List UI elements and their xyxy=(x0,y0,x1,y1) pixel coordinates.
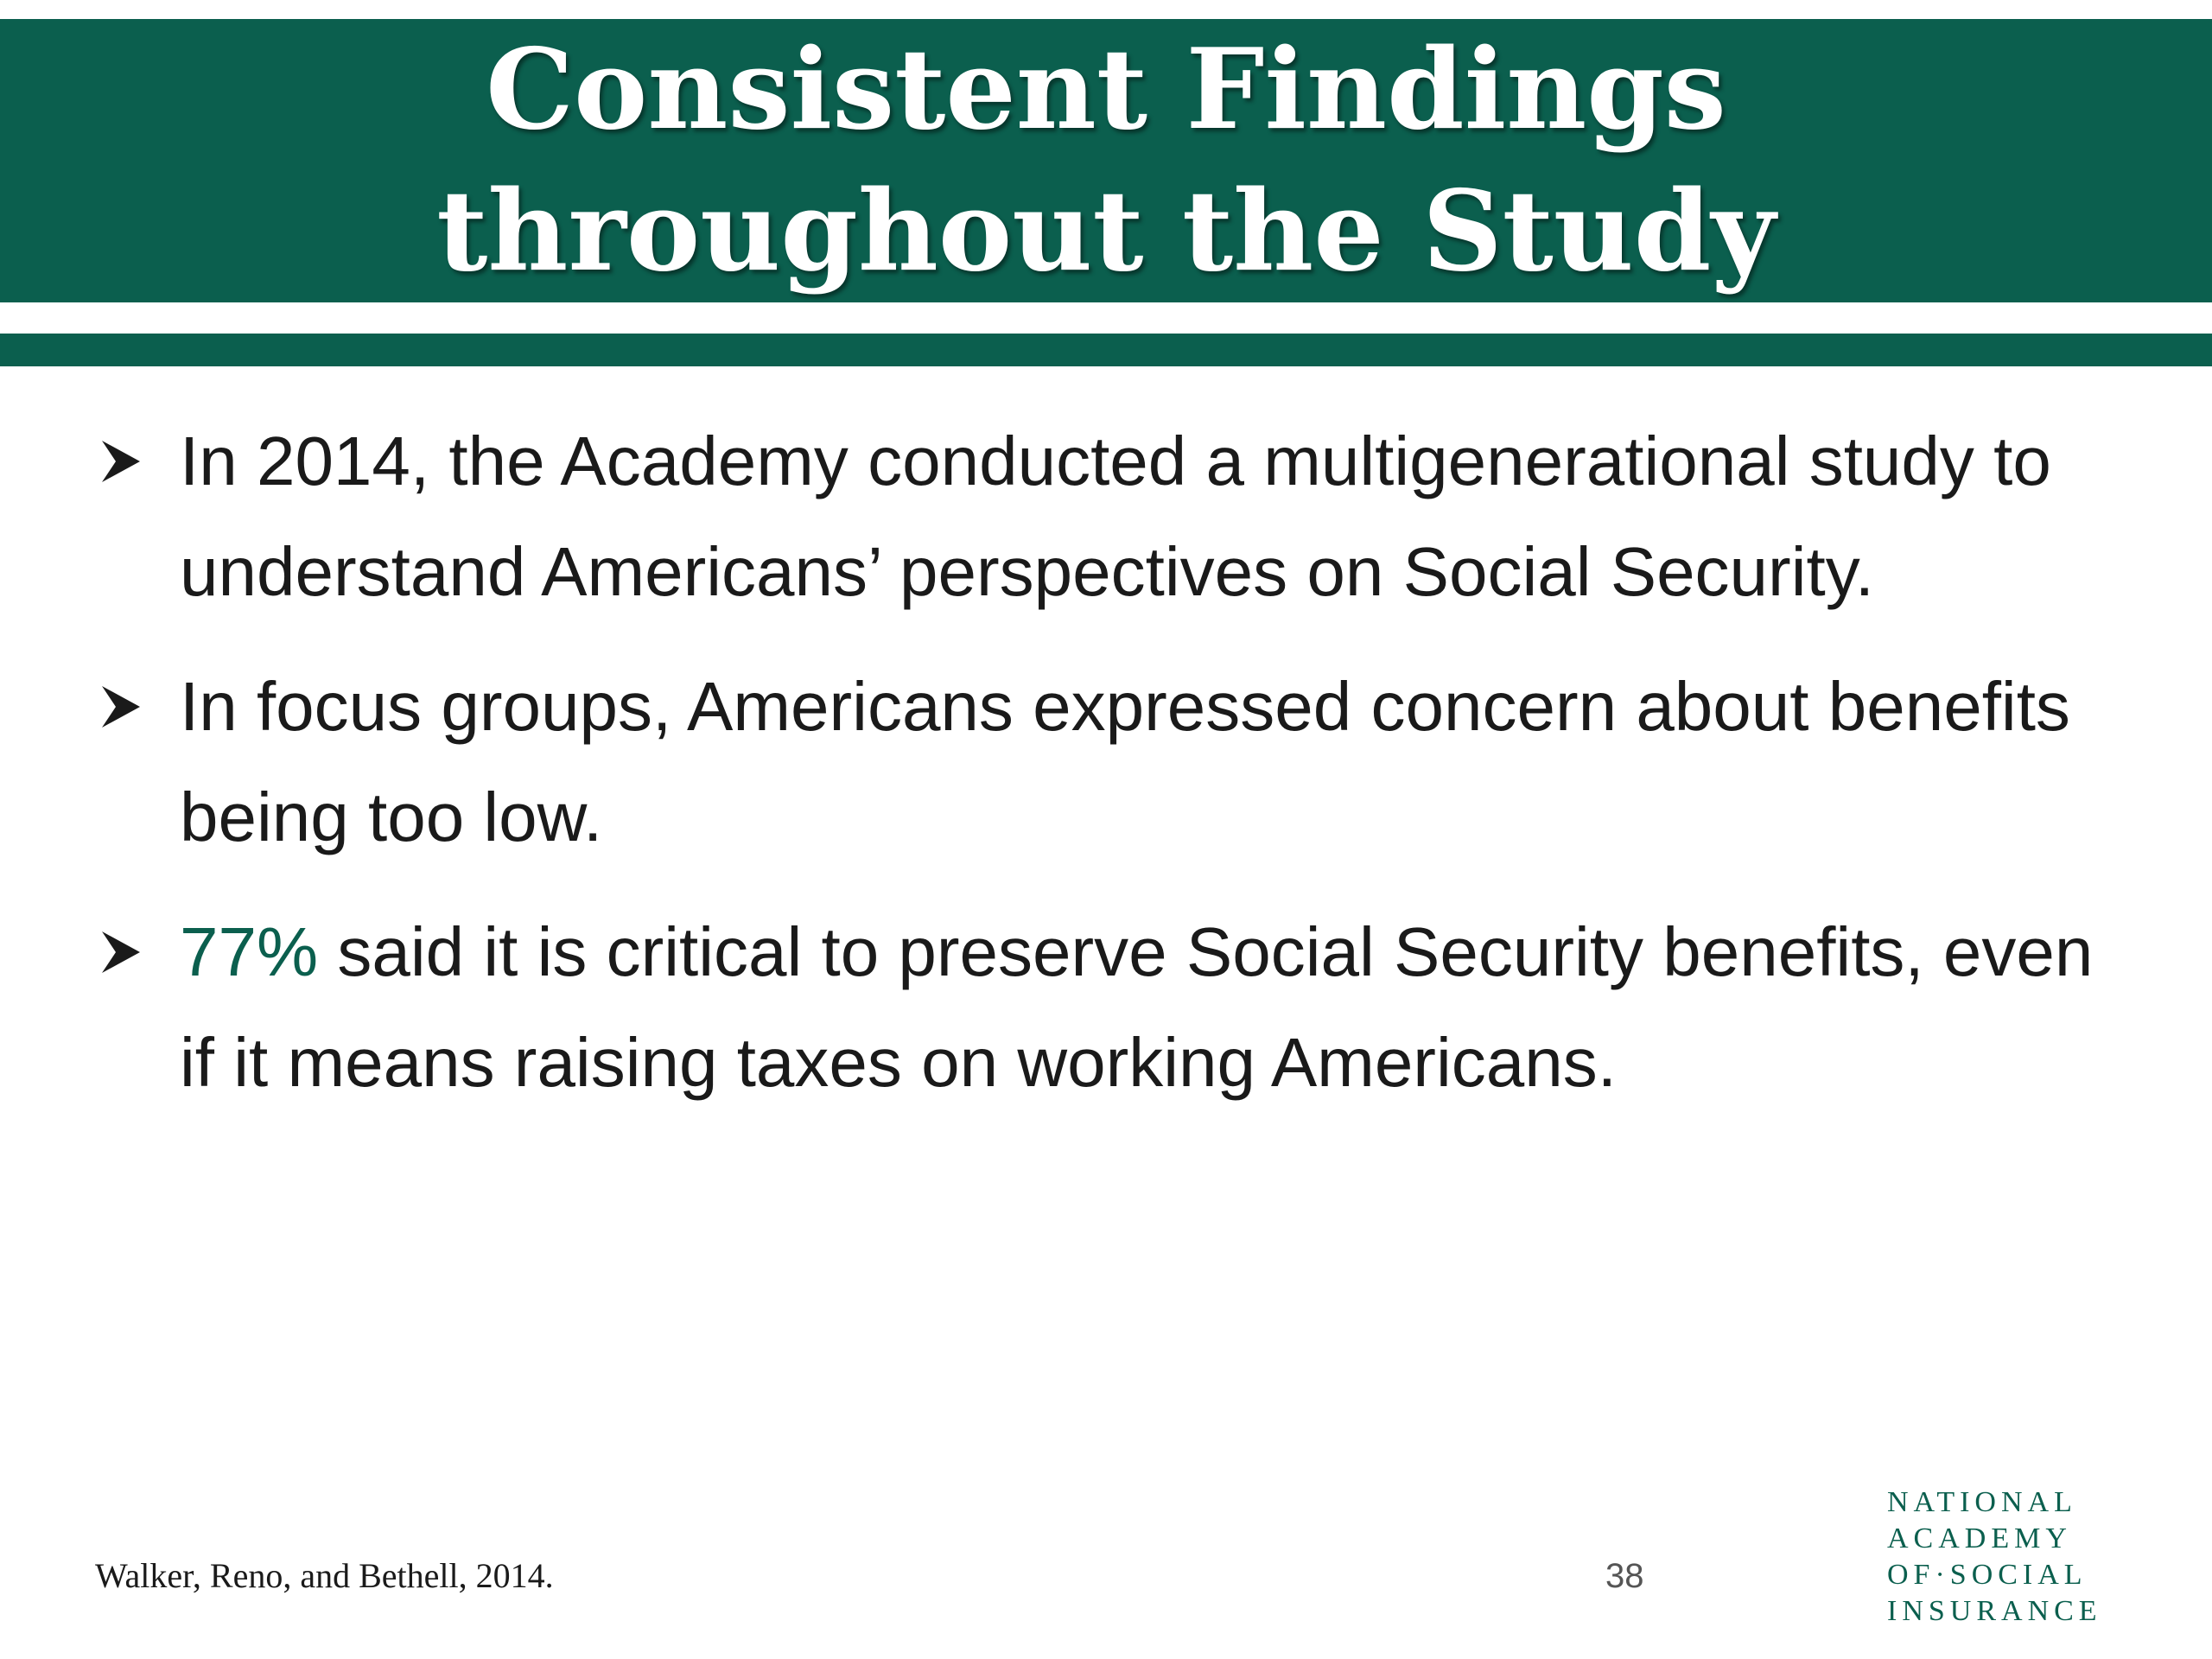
logo-line: INSURANCE xyxy=(1887,1595,2102,1627)
arrowhead-icon xyxy=(100,439,142,484)
bullet-text: said it is critical to preserve Social Security benefits, even if it means raising taxes on working Americans. xyxy=(180,913,2094,1101)
title-line-1: Consistent Findings xyxy=(486,25,1726,155)
organization-logo xyxy=(1887,1484,2102,1630)
bullet-text: In 2014, the Academy conducted a multigenerational study to understand Americans’ perspectives on Social Security. xyxy=(180,423,2051,610)
logo-line: OF·SOCIAL xyxy=(1887,1559,2088,1591)
slide-title xyxy=(0,19,2212,302)
arrowhead-icon xyxy=(100,930,142,975)
citation-footnote: Walker, Reno, and Bethell, 2014. xyxy=(95,1556,554,1595)
bullet-text: In focus groups, Americans expressed concern about benefits being too low. xyxy=(180,668,2070,855)
bullet-item xyxy=(95,406,2134,627)
highlight-stat: 77% xyxy=(180,913,319,990)
logo-line: NATIONAL xyxy=(1887,1486,2077,1518)
title-underline-stripe xyxy=(0,334,2212,366)
arrowhead-icon xyxy=(100,684,142,729)
logo-line: ACADEMY xyxy=(1887,1522,2072,1554)
page-number: 38 xyxy=(1605,1557,1644,1595)
bullet-item xyxy=(95,652,2134,873)
bullet-list xyxy=(95,406,2134,1118)
title-line-2: throughout the Study xyxy=(436,167,1776,296)
bullet-item xyxy=(95,897,2134,1118)
